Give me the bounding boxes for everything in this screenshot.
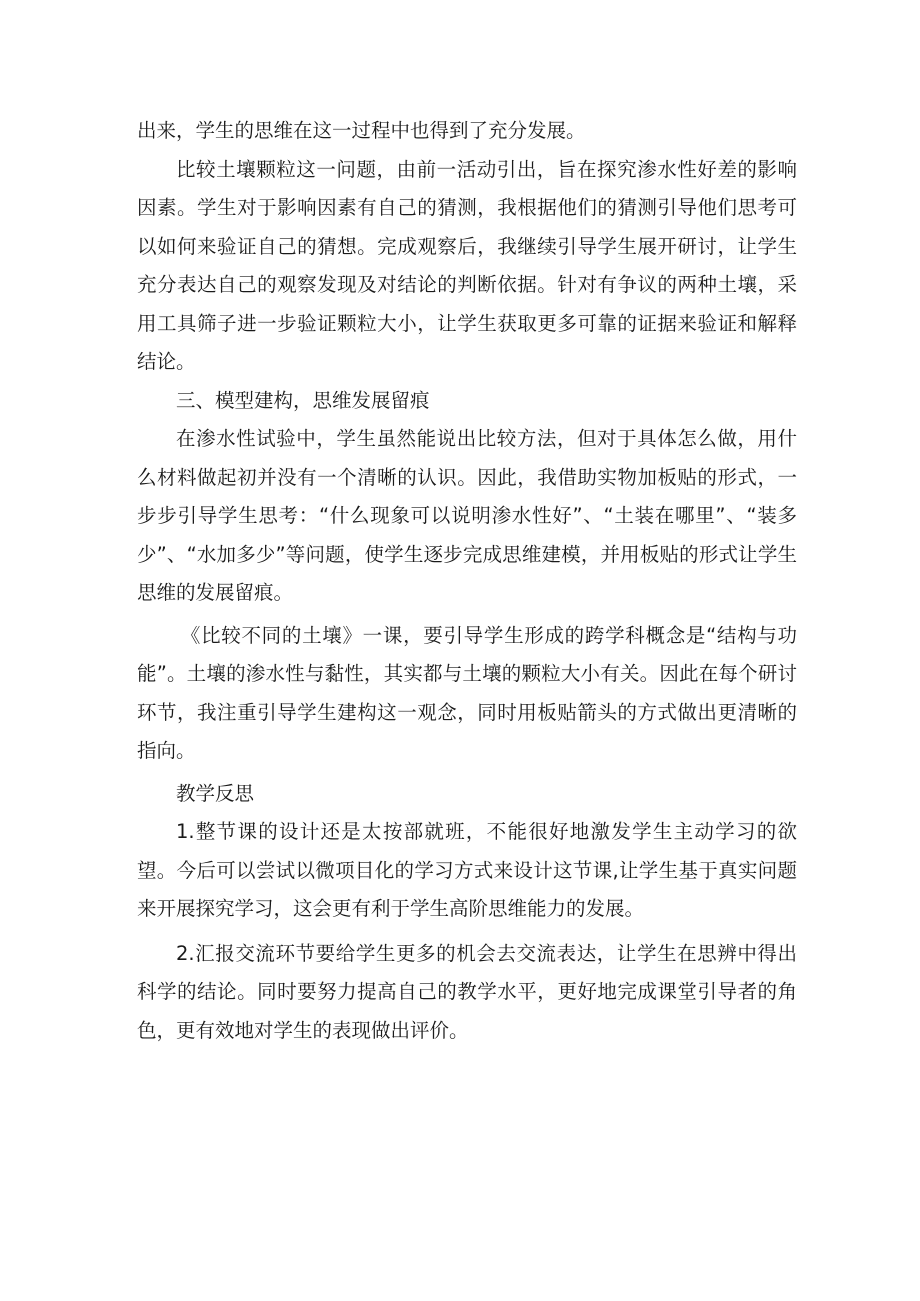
paragraph-continuation: 出来，学生的思维在这一过程中也得到了充分发展。: [137, 119, 586, 142]
section-heading-model-building: 三、模型建构，思维发展留痕: [176, 388, 430, 412]
document-body: [137, 112, 797, 1050]
section-heading-teaching-reflection: 教学反思: [176, 781, 255, 805]
reflection-item-1: 1.整节课的设计还是太按部就班，不能很好地激发学生主动学习的欲望。今后可以尝试以微项目化的学习方式来设计这节课,让学生基于真实问题来开展探究学习，这会更有利于学生高阶思维能力的发展。: [137, 820, 797, 920]
reflection-item-2: 2.汇报交流环节要给学生更多的机会去交流表达，让学生在思辨中得出科学的结论。同时要努力提高自己的教学水平，更好地完成课堂引导者的角色，更有效地对学生的表现做出评价。: [137, 941, 797, 1042]
paragraph-soil-particles: 比较土壤颗粒这一问题，由前一活动引出，旨在探究渗水性好差的影响因素。学生对于影响因素有自己的猜测，我根据他们的猜测引导他们思考可以如何来验证自己的猜想。完成观察后，我继续引导学生展开研讨，让学生充分表达自己的观察发现及对结论的判断依据。针对有争议的两种土壤，采用工具筛子进一步验证颗粒大小，让学生获取更多可靠的证据来验证和解释结论。: [137, 157, 797, 373]
paragraph-structure-function: 《比较不同的土壤》一课，要引导学生形成的跨学科概念是“结构与功能”。土壤的渗水性与黏性，其实都与土壤的颗粒大小有关。因此在每个研讨环节，我注重引导学生建构这一观念，同时用板贴箭头的方式做出更清晰的指向。: [137, 623, 797, 762]
paragraph-permeability-test: 在渗水性试验中，学生虽然能说出比较方法，但对于具体怎么做，用什么材料做起初并没有一个清晰的认识。因此，我借助实物加板贴的形式，一步步引导学生思考：“什么现象可以说明渗水性好”、“土装在哪里”、“装多少”、“水加多少”等问题，使学生逐步完成思维建模，并用板贴的形式让学生思维的发展留痕。: [137, 427, 797, 604]
